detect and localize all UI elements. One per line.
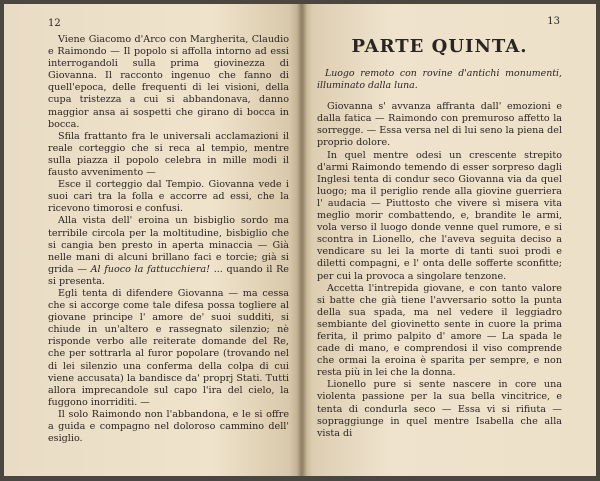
right-paragraph-3: Accetta l'intrepida giovane, e con tanto valore si batte che già tiene l'avversario sotto la punta della sua spada, ma nel vedere il leggiadro sembiante del giovinetto sente in cuore la prima ferita, il primo palpito d' amore — La spada le cade di mano, e comprendosi il viso comprende che ormai la eroina è sparita per sempre, e non resta più in lei che la donna. (317, 282, 562, 379)
right-paragraph-4: Lionello pure si sente nascere in core una violenta passione per la sua bella vincitrice, e tenta di condurla seco — Essa vi si rifiuta — sopraggiunge in quel mentre Isabella che alla vista di (317, 379, 562, 439)
paragraph-2: Sfila frattanto fra le universali acclamazioni il reale corteggio che si reca al tempio, mentre sulla piazza il popolo celebra in mille modi il fausto avvenimento — (48, 130, 289, 179)
paragraph-6: Il solo Raimondo non l'abbandona, e le si offre a guida e compagno nel doloroso cammino dell' esiglio. (48, 408, 289, 445)
paragraph-3: Esce il corteggio dal Tempio. Giovanna vede i suoi cari tra la folla e accorre ad essi, che la ricevono timorosi e confusi. (48, 179, 289, 215)
right-paragraph-2: In quel mentre odesi un crescente strepito d'armi Raimondo temendo di esser sorpreso dagli Inglesi tenta di condur seco Giovanna via da quel luogo; ma il periglio rende alla giovine guerriera l' audacia — Piuttosto che vivere sì misera vita meglio morir combattendo, e, brandite le armi, vola verso il luogo donde venne quel rumore, e si scontra in Lionello, che l'aveva seguita deciso a vendicare su lei la morte di tanti suoi prodi e diletti compagni, e l' onta delle sofferte sconfitte; per cui la provoca a singolare tenzone. (317, 149, 562, 282)
page-number-right: 13 (547, 16, 560, 27)
right-page (301, 4, 596, 476)
paragraph-5: Egli tenta di difendere Giovanna — ma cessa che si accorge come tale difesa possa togliere al giovane principe l' amore de' suoi sudditi, si chiude in un'altero e rassegnato silenzio; nè risponde verbo alle reiterate domande del Re, che per sottrarla al furor popolare (trovando nel di lei silenzio una conferma della colpa di cui viene accusata) la bandisce da' proprj Stati. Tutti allora imprecandole sul capo l'ira del cielo, la fuggono inorriditi. — (48, 287, 289, 408)
paragraph-4: Alla vista dell' eroina un bisbiglio sordo ma terribile circola per la moltitudine, bisbiglio che si cangia ben presto in aperta minaccia — Già nelle mani di alcuni brillano faci e torcie; già si grida — Al fuoco la fattucchiera! ... quando il Re si presenta. (48, 215, 289, 287)
part-title: PARTE QUINTA. (351, 36, 528, 57)
left-page (4, 4, 301, 476)
page-number-left: 12 (48, 18, 61, 29)
shout-tail: ... quando il Re si presenta. (48, 263, 289, 287)
shout-text: Al fuoco la fattucchiera! (90, 263, 211, 275)
book-spread (4, 4, 596, 476)
scene-description: Luogo remoto con rovine d'antichi monumenti, illuminato dalla luna. (317, 68, 562, 91)
right-paragraph-1: Giovanna s' avvanza affranta dall' emozioni e dalla fatica — Raimondo con premuroso affetto la sorregge. — Essa versa nel di lui seno la piena del proprio dolore. (317, 101, 563, 149)
paragraph-1: Viene Giacomo d'Arco con Margherita, Claudio e Raimondo — Il popolo si affolla intorno ad essi interrogandoli sulla prima giovinezza di Giovanna. Il racconto ingenuo che fanno di quell'epoca, delle frequenti di lei visioni, della cupa tristezza a cui si abbandonava, danno maggior ansa ai sospetti che girano di bocca in bocca. (48, 34, 289, 130)
paragraph-4-text: Alla vista dell' eroina un bisbiglio sordo ma terribile circola per la moltitudine, bisbiglio che si cangia ben presto in aperta minaccia — Già nelle mani di alcuni brillano faci e torcie; già si grida (48, 215, 289, 275)
